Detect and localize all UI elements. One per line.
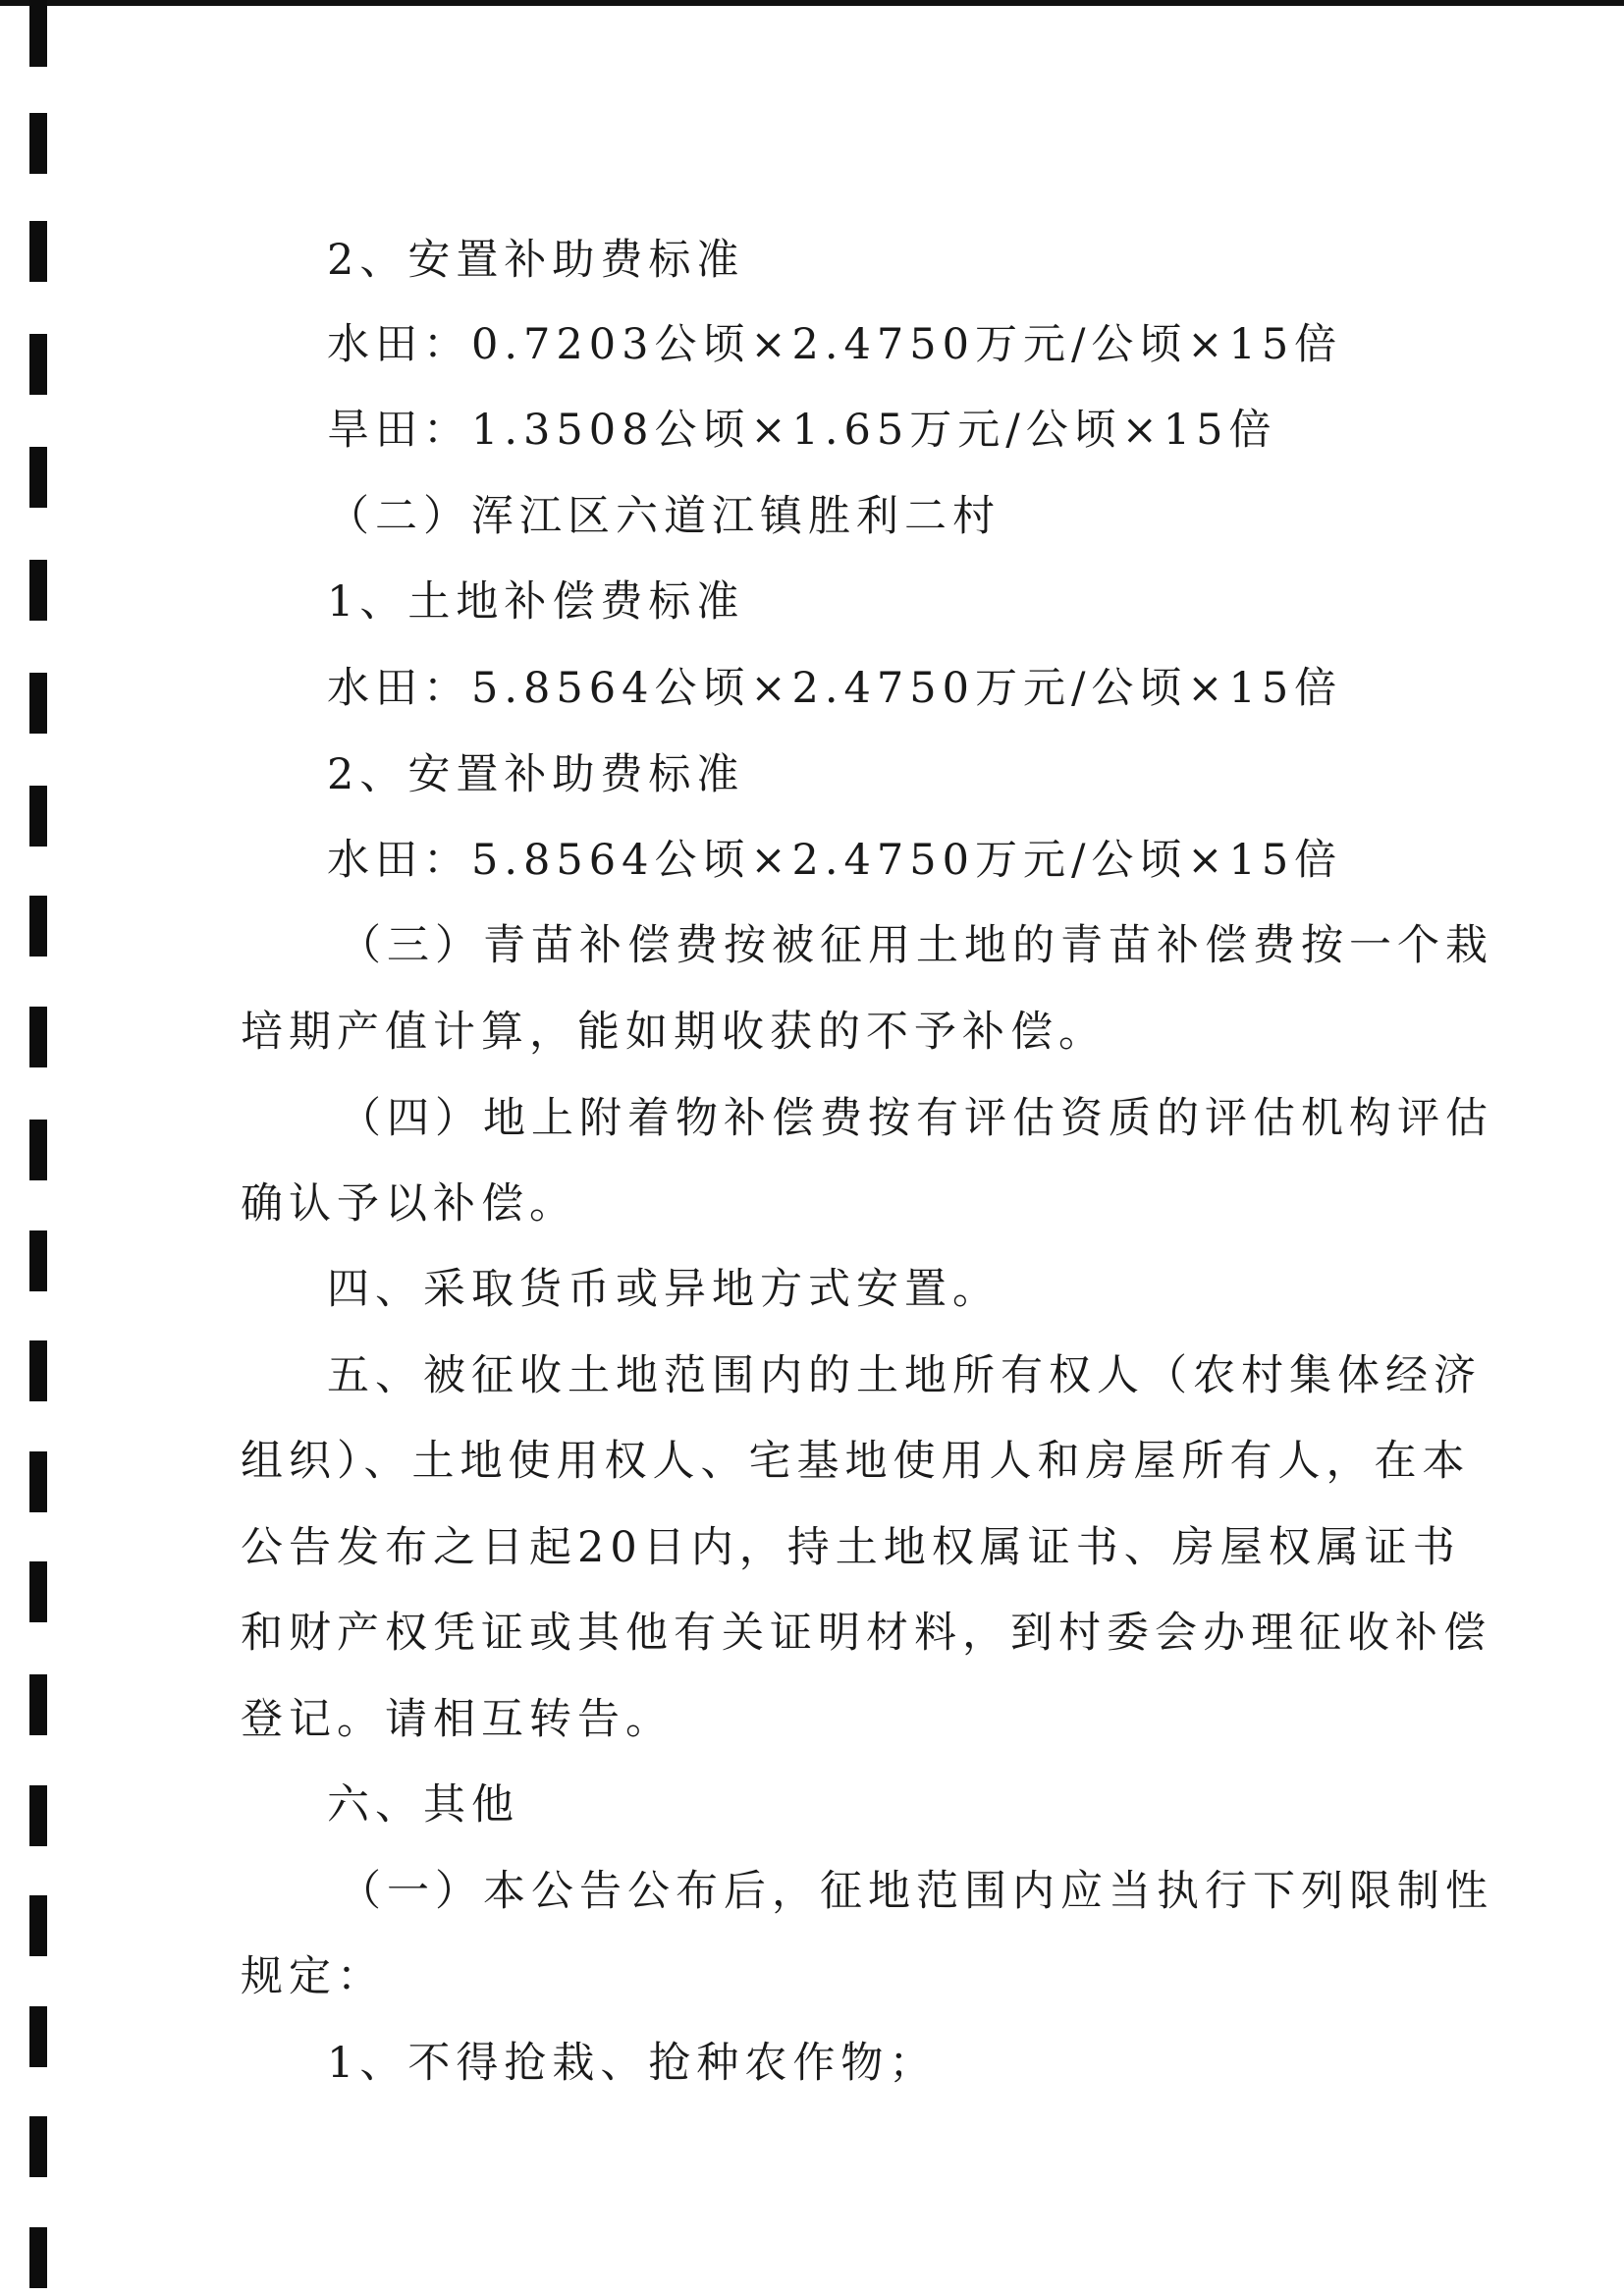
binding-mark [29, 896, 47, 957]
binding-mark [29, 2227, 47, 2288]
section-heading: （二）浑江区六道江镇胜利二村 [327, 492, 1001, 541]
section-heading: 六、其他 [327, 1780, 519, 1830]
list-item: 1、不得抢栽、抢种农作物； [327, 2039, 938, 2088]
subsection-heading: 2、安置补助费标准 [327, 236, 745, 285]
binding-mark [29, 1561, 47, 1622]
calculation-line: 水田：5.8564公顷×2.4750万元/公顷×15倍 [327, 664, 1343, 713]
binding-mark [29, 1340, 47, 1401]
binding-mark [29, 560, 47, 621]
calculation-line: 水田：5.8564公顷×2.4750万元/公顷×15倍 [327, 836, 1343, 885]
calculation-line: 旱田：1.3508公顷×1.65万元/公顷×15倍 [327, 406, 1277, 455]
binding-hole-marks [29, 0, 53, 2296]
binding-mark [29, 0, 47, 67]
calculation-line: 水田：0.7203公顷×2.4750万元/公顷×15倍 [327, 320, 1343, 369]
paragraph-line: 培期产值计算，能如期收获的不予补偿。 [241, 1008, 1107, 1057]
subsection-heading: 1、土地补偿费标准 [327, 577, 745, 627]
binding-mark [29, 1007, 47, 1067]
binding-mark [29, 334, 47, 395]
paragraph-line: 组织）、土地使用权人、宅基地使用人和房屋所有人，在本 [241, 1437, 1471, 1486]
binding-mark [29, 786, 47, 847]
binding-mark [29, 2116, 47, 2177]
binding-mark [29, 1120, 47, 1180]
binding-mark [29, 1785, 47, 1846]
paragraph-line: 确认予以补偿。 [241, 1179, 577, 1229]
binding-mark [29, 1230, 47, 1291]
section-heading: 四、采取货币或异地方式安置。 [327, 1265, 1001, 1314]
paragraph-line: 登记。请相互转告。 [241, 1695, 674, 1744]
binding-mark [29, 2006, 47, 2067]
paragraph-line: 五、被征收土地范围内的土地所有权人（农村集体经济 [327, 1351, 1482, 1400]
binding-mark [29, 673, 47, 734]
paragraph-line: （三）青苗补偿费按被征用土地的青苗补偿费按一个栽 [339, 921, 1493, 970]
page-top-edge [0, 0, 1624, 6]
binding-mark [29, 447, 47, 508]
paragraph-line: （四）地上附着物补偿费按有评估资质的评估机构评估 [339, 1094, 1493, 1143]
subsection-heading: 2、安置补助费标准 [327, 750, 745, 799]
binding-mark [29, 1895, 47, 1956]
paragraph-line: 和财产权凭证或其他有关证明材料，到村委会办理征收补偿 [241, 1609, 1491, 1658]
paragraph-line: （一）本公告公布后，征地范围内应当执行下列限制性 [339, 1867, 1493, 1916]
binding-mark [29, 113, 47, 174]
binding-mark [29, 1451, 47, 1512]
binding-mark [29, 1674, 47, 1735]
paragraph-line: 规定： [241, 1952, 385, 2001]
paragraph-line: 公告发布之日起20日内，持土地权属证书、房屋权属证书 [241, 1523, 1461, 1572]
binding-mark [29, 221, 47, 282]
